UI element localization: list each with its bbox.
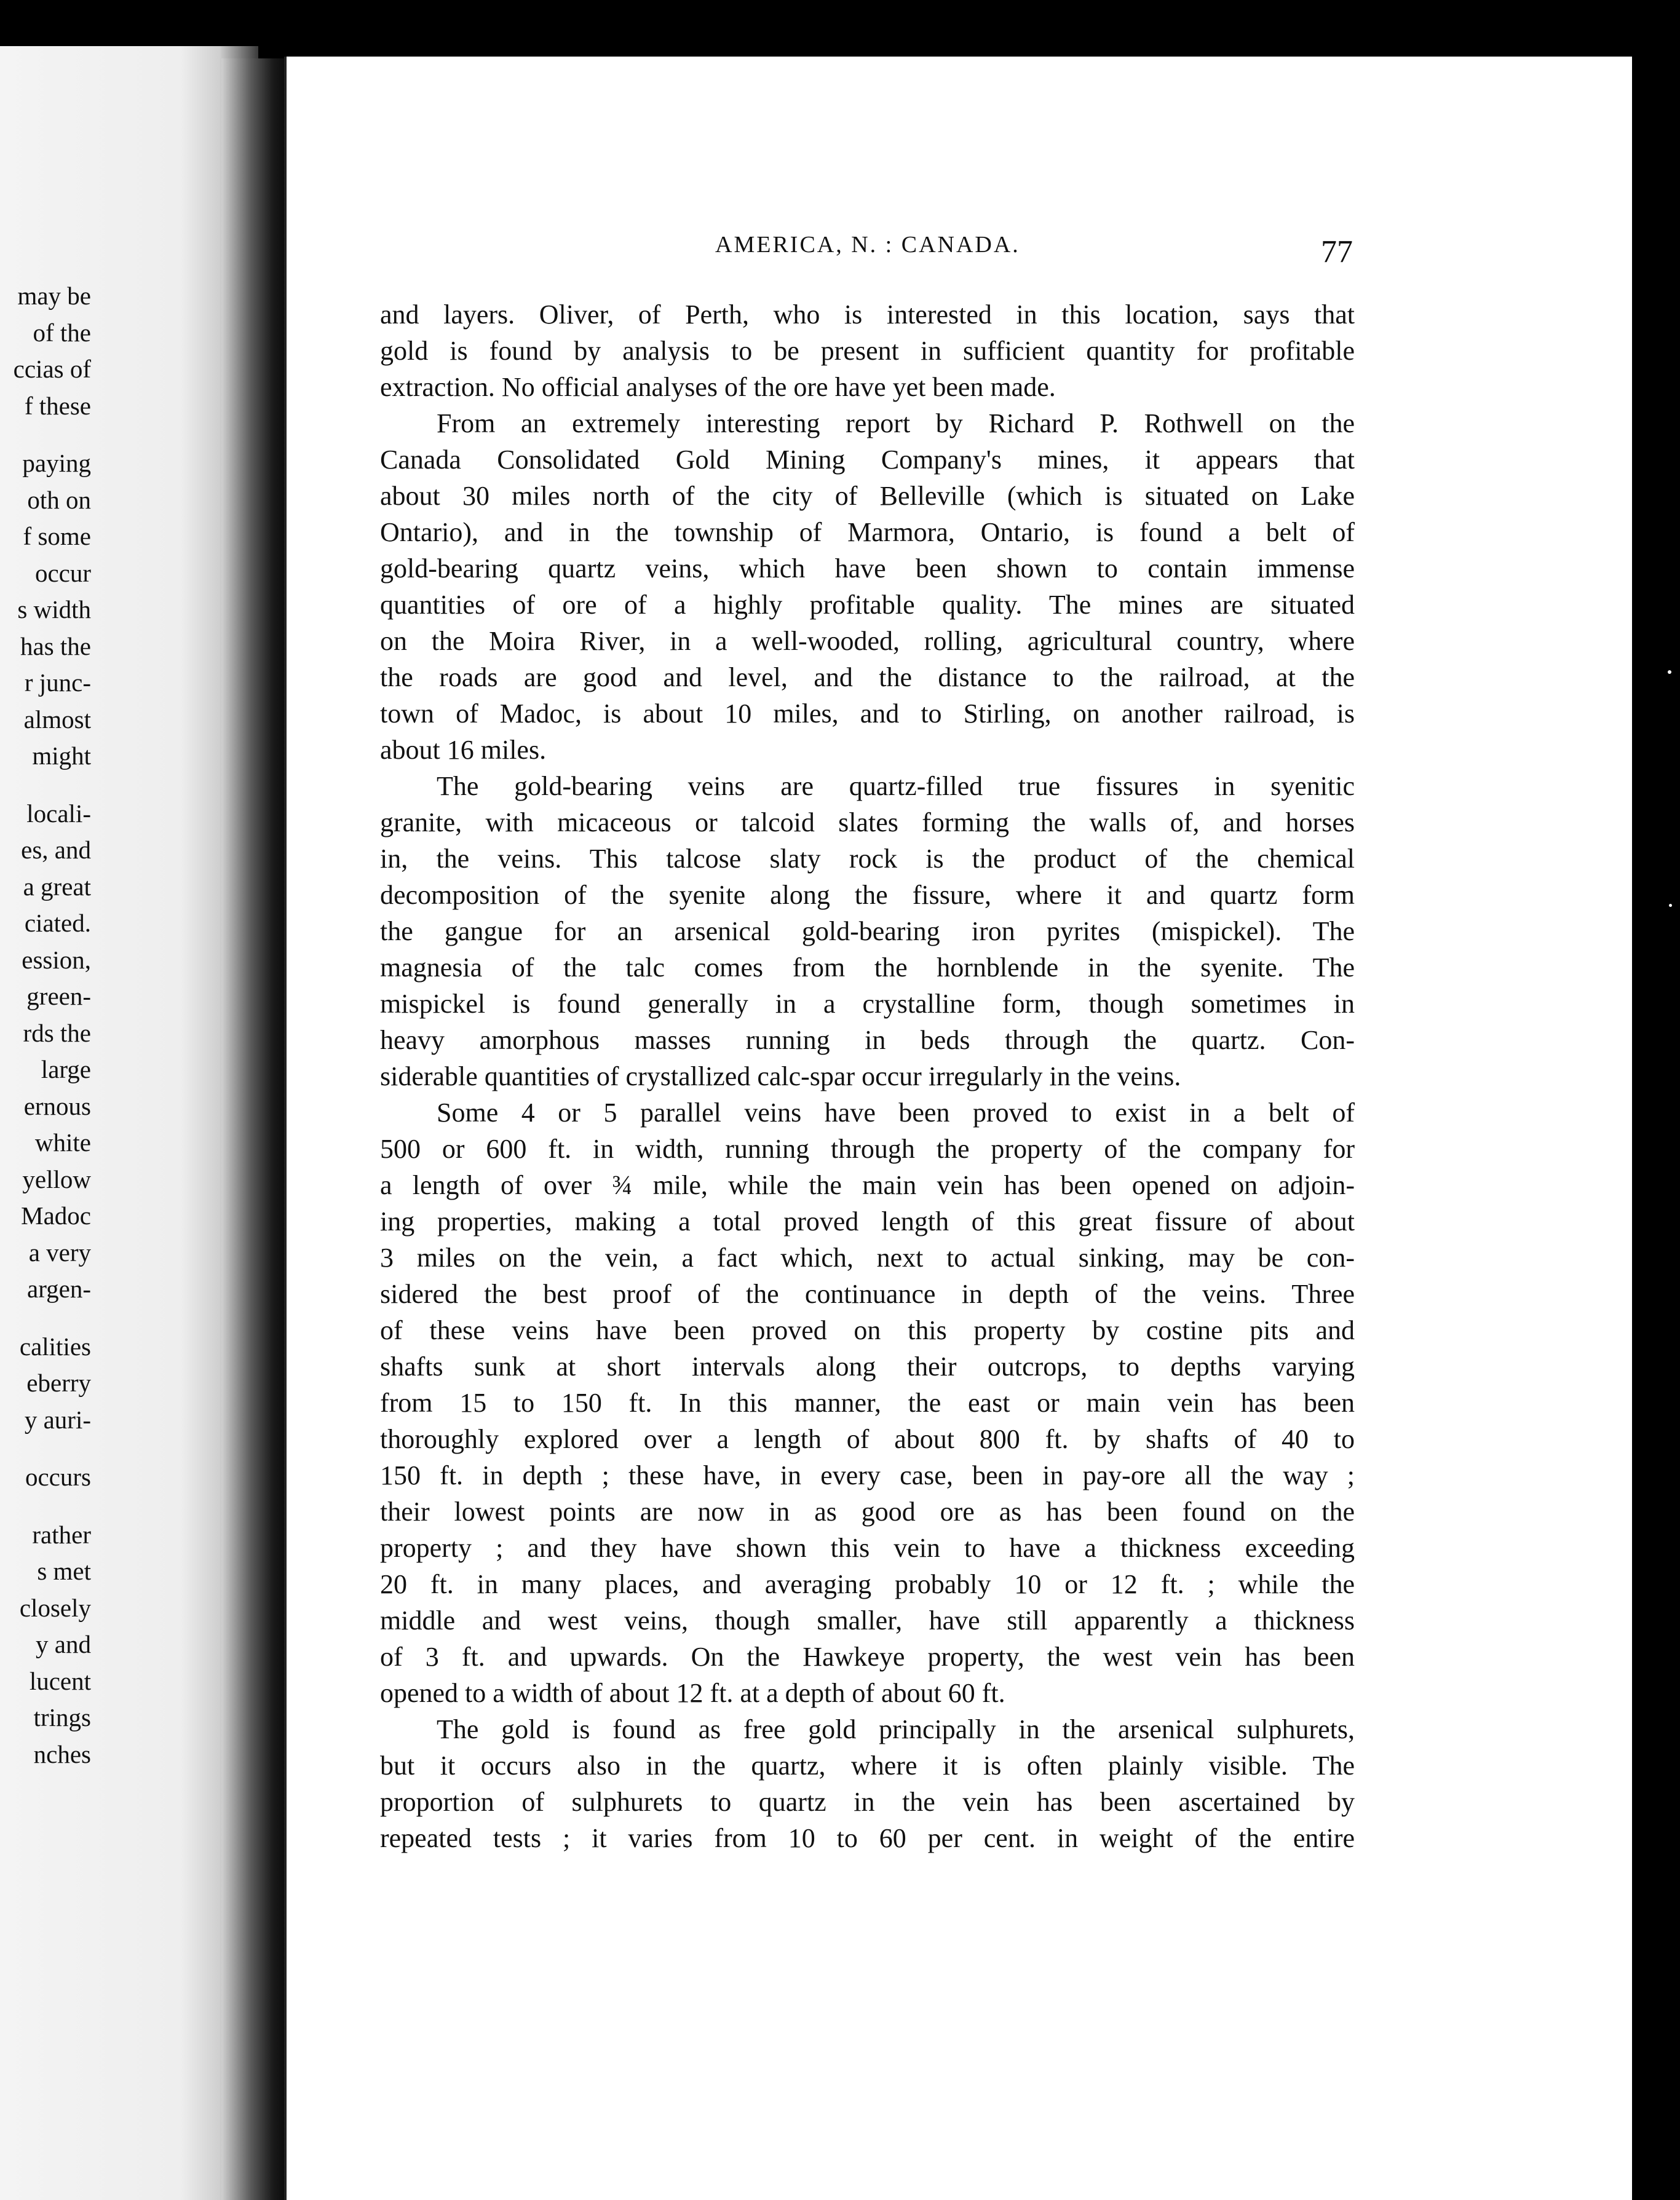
body-line: The gold is found as free gold principally in the arsenical sulphurets, <box>437 1714 1355 1744</box>
body-line: The gold-bearing veins are quartz-filled true fissures in syenitic <box>437 771 1355 801</box>
left-page-line: s met <box>37 1557 91 1585</box>
left-page-line: white <box>34 1128 91 1157</box>
body-line: heavy amorphous masses running in beds through the quartz. Con- <box>380 1025 1355 1055</box>
left-page-text <box>0 278 91 1773</box>
left-page-line: a very <box>28 1238 91 1267</box>
body-line: ing properties, making a total proved length of this great fissure of about <box>380 1206 1355 1237</box>
left-page-line: occurs <box>25 1463 91 1491</box>
body-line: 500 or 600 ft. in width, running through the property of the company for <box>380 1134 1355 1164</box>
left-page-line: eberry <box>26 1369 91 1397</box>
body-line: the gangue for an arsenical gold-bearing iron pyrites (mispickel). The <box>380 916 1355 946</box>
left-page-line: oth on <box>27 485 91 514</box>
body-line: mispickel is found generally in a crystalline form, though sometimes in <box>380 989 1355 1019</box>
body-line: repeated tests ; it varies from 10 to 60 per cent. in weight of the entire <box>380 1823 1355 1853</box>
left-page-line: a great <box>23 872 91 901</box>
body-line: town of Madoc, is about 10 miles, and to Stirling, on another railroad, is <box>380 698 1355 729</box>
body-line: sidered the best proof of the continuance in depth of the veins. Three <box>380 1279 1355 1309</box>
left-page-line: ccias of <box>13 355 91 383</box>
left-page-line: es, and <box>21 836 91 864</box>
body-line: the roads are good and level, and the distance to the railroad, at the <box>380 662 1355 692</box>
body-line: gold-bearing quartz veins, which have been shown to contain immense <box>380 553 1355 584</box>
left-page-paragraph-gap <box>0 775 91 796</box>
body-line: opened to a width of about 12 ft. at a depth of about 60 ft. <box>380 1678 1005 1708</box>
left-page-line: of the <box>33 318 91 347</box>
body-line: from 15 to 150 ft. In this manner, the east or main vein has been <box>380 1388 1355 1418</box>
left-page-line: ernous <box>23 1091 91 1120</box>
body-line: shafts sunk at short intervals along their outcrops, to depths varying <box>380 1351 1355 1382</box>
body-line: of 3 ft. and upwards. On the Hawkeye property, the west vein has been <box>380 1642 1355 1672</box>
body-line: property ; and they have shown this vein to have a thickness exceeding <box>380 1533 1355 1563</box>
left-page-line: trings <box>33 1703 91 1731</box>
body-line: about 16 miles. <box>380 735 547 765</box>
left-page-line: occur <box>34 558 91 587</box>
body-line: their lowest points are now in as good ore as has been found on the <box>380 1497 1355 1527</box>
body-line: 150 ft. in depth ; these have, in every case, been in pay-ore all the way ; <box>380 1460 1355 1490</box>
left-page-line: has the <box>20 631 91 660</box>
left-page-line: almost <box>23 705 91 734</box>
left-page-paragraph-gap <box>0 1308 91 1329</box>
body-line: Some 4 or 5 parallel veins have been proved to exist in a belt of <box>437 1098 1355 1128</box>
page-number: 77 <box>1321 234 1353 269</box>
left-page-line: s width <box>17 595 91 623</box>
body-line: magnesia of the talc comes from the hornblende in the syenite. The <box>380 952 1355 983</box>
body-text <box>380 296 1355 1856</box>
left-page-line: r junc- <box>24 668 91 697</box>
body-line: a length of over ¾ mile, while the main vein has been opened on adjoin- <box>380 1170 1355 1200</box>
left-page-line: y and <box>36 1630 91 1658</box>
running-head: AMERICA, N. : CANADA. <box>715 232 1020 258</box>
body-line: From an extremely interesting report by Richard P. Rothwell on the <box>437 408 1355 438</box>
body-line: thoroughly explored over a length of about 800 ft. by shafts of 40 to <box>380 1424 1355 1454</box>
body-line: 3 miles on the vein, a fact which, next to actual sinking, may be con- <box>380 1243 1355 1273</box>
left-page-line: Madoc <box>21 1201 91 1230</box>
left-page-line: y auri- <box>24 1405 91 1434</box>
body-line: gold is found by analysis to be present in sufficient quantity for profitable <box>380 336 1355 366</box>
left-page-line: rather <box>32 1520 91 1549</box>
left-page-line: argen- <box>27 1275 91 1303</box>
body-line: in, the veins. This talcose slaty rock is the product of the chemical <box>380 844 1355 874</box>
body-line: but it occurs also in the quartz, where it is often plainly visible. The <box>380 1751 1355 1781</box>
left-page-line: paying <box>22 449 91 477</box>
left-page-line: lucent <box>29 1666 91 1695</box>
left-page-line: may be <box>17 282 91 310</box>
left-page-line: closely <box>19 1593 91 1622</box>
body-line: 20 ft. in many places, and averaging probably 10 or 12 ft. ; while the <box>380 1569 1355 1599</box>
left-page-line: ession, <box>22 945 91 974</box>
left-page-paragraph-gap <box>0 424 91 445</box>
body-line: and layers. Oliver, of Perth, who is interested in this location, says that <box>380 299 1355 330</box>
body-line: proportion of sulphurets to quartz in the vein has been ascertained by <box>380 1787 1355 1817</box>
body-line: middle and west veins, though smaller, have still apparently a thickness <box>380 1605 1355 1636</box>
body-line: quantities of ore of a highly profitable quality. The mines are situated <box>380 590 1355 620</box>
body-line: Ontario), and in the township of Marmora, Ontario, is found a belt of <box>380 517 1355 547</box>
left-page-line: ciated. <box>24 909 91 937</box>
left-page-line: might <box>32 742 91 770</box>
left-page-line: green- <box>26 982 91 1010</box>
left-page-line: yellow <box>22 1165 91 1193</box>
left-page-paragraph-gap <box>0 1438 91 1459</box>
body-line: Canada Consolidated Gold Mining Company's mines, it appears that <box>380 445 1355 475</box>
body-line: decomposition of the syenite along the fissure, where it and quartz form <box>380 880 1355 910</box>
body-line: of these veins have been proved on this property by costine pits and <box>380 1315 1355 1345</box>
body-line: siderable quantities of crystallized calc-spar occur irregularly in the veins. <box>380 1061 1181 1091</box>
left-page-line: f some <box>23 522 91 550</box>
left-page-paragraph-gap <box>0 1496 91 1517</box>
body-line: extraction. No official analyses of the ore have yet been made. <box>380 372 1056 402</box>
page-speck <box>1668 670 1671 674</box>
left-page-line: rds the <box>23 1018 91 1047</box>
page-speck <box>1669 904 1672 907</box>
left-page-line: large <box>41 1055 91 1083</box>
body-line: granite, with micaceous or talcoid slates forming the walls of, and horses <box>380 807 1355 837</box>
body-line: on the Moira River, in a well-wooded, rolling, agricultural country, where <box>380 626 1355 656</box>
left-page-line: nches <box>33 1739 91 1768</box>
left-page-line: calities <box>19 1332 91 1361</box>
left-page-line: f these <box>24 391 91 420</box>
body-line: about 30 miles north of the city of Belleville (which is situated on Lake <box>380 481 1355 511</box>
left-page-line: locali- <box>26 799 91 828</box>
